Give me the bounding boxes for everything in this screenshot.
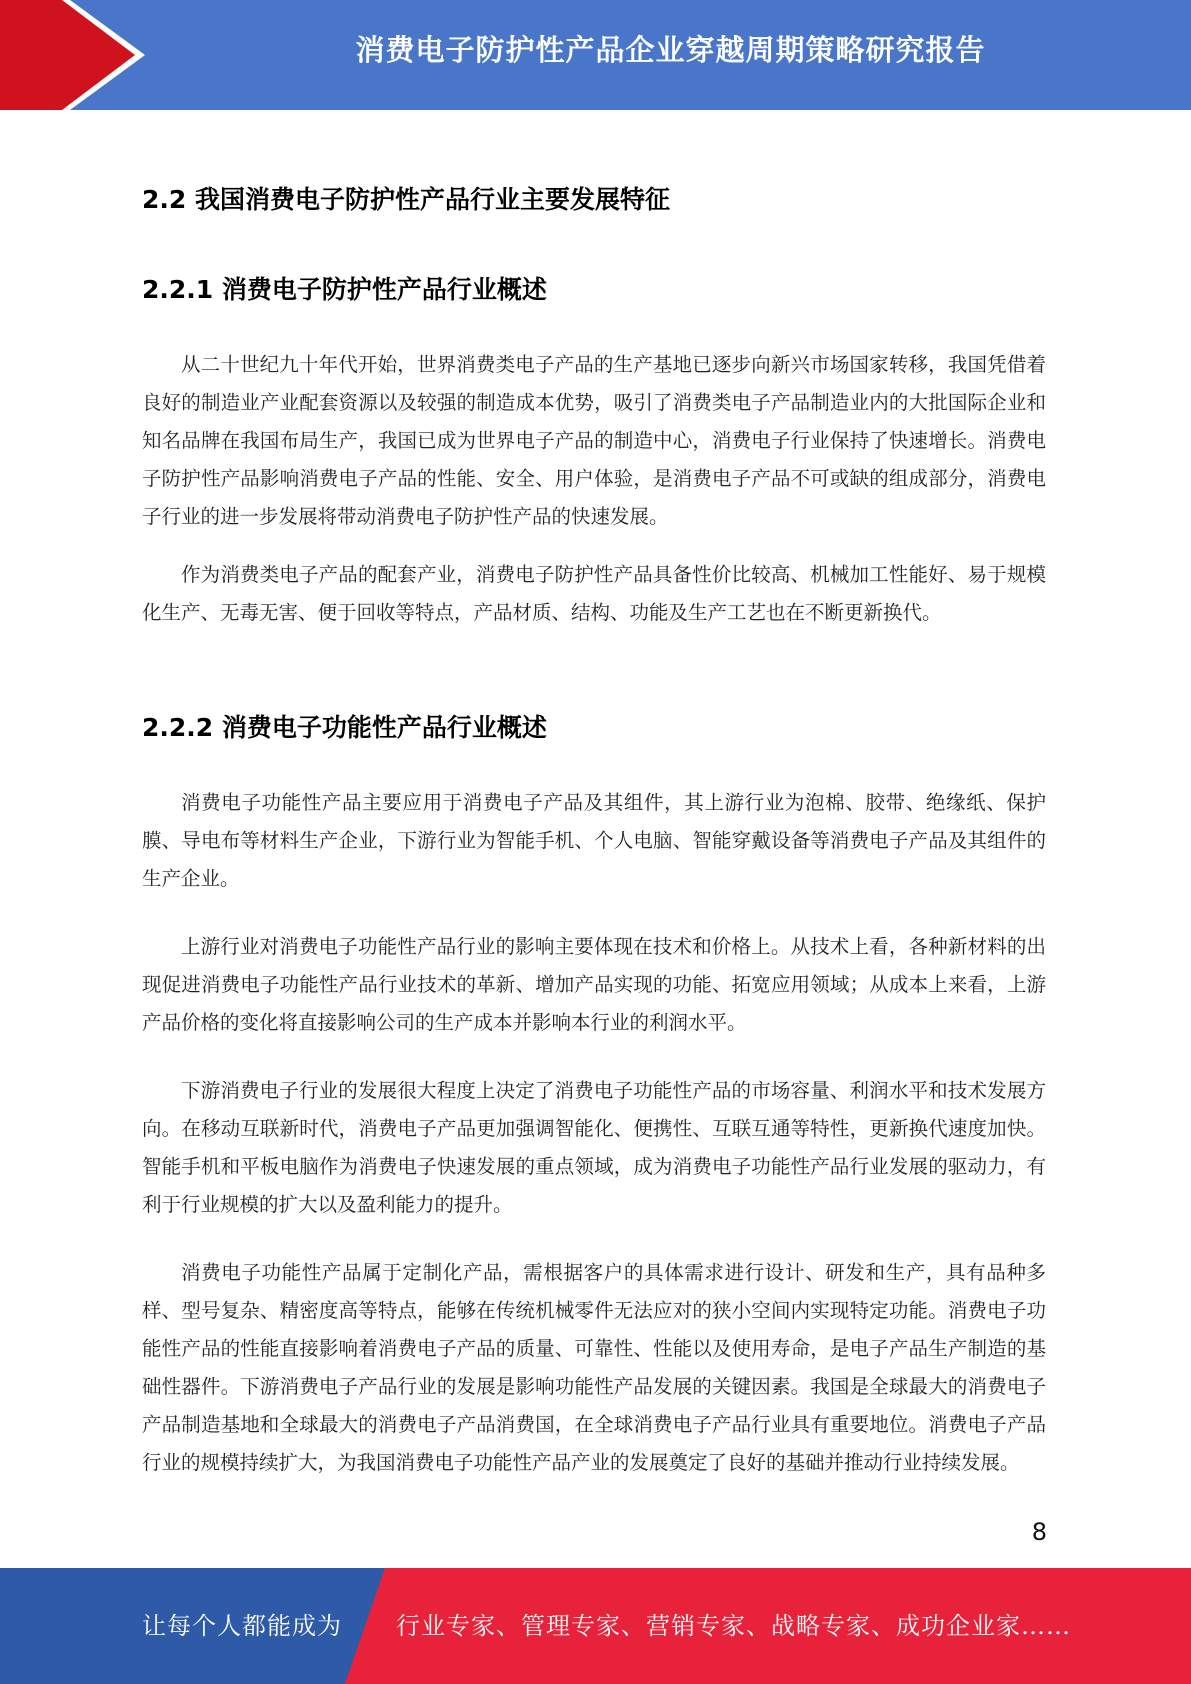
section-heading-2-2-2: 2.2.2 消费电子功能性产品行业概述: [142, 713, 547, 742]
section-heading-2-2: 2.2 我国消费电子防护性产品行业主要发展特征: [142, 185, 670, 214]
footer-slogan-left: 让每个人都能成为: [142, 1612, 342, 1640]
page-number: 8: [1031, 1518, 1047, 1546]
paragraph: 下游消费电子行业的发展很大程度上决定了消费电子功能性产品的市场容量、利润水平和技术发展方向。在移动互联新时代，消费电子产品更加强调智能化、便携性、互联互通等特性，更新换代速度加快。智能手机和平板电脑作为消费电子快速发展的重点领域，成为消费电子功能性产品行业发展的驱动力，有利于行业规模的扩大以及盈利能力的提升。: [142, 1079, 1046, 1216]
footer-banner: [0, 1568, 1191, 1684]
paragraph: 从二十世纪九十年代开始，世界消费类电子产品的生产基地已逐步向新兴市场国家转移，我国凭借着良好的制造业产业配套资源以及较强的制造成本优势，吸引了消费类电子产品制造业内的大批国际企业和知名品牌在我国布局生产，我国已成为世界电子产品的制造中心，消费电子行业保持了快速增长。消费电子防护性产品影响消费电子产品的性能、安全、用户体验，是消费电子产品不可或缺的组成部分，消费电子行业的进一步发展将带动消费电子防护性产品的快速发展。: [142, 353, 1046, 528]
footer-slogan-right: 行业专家、管理专家、营销专家、战略专家、成功企业家……: [396, 1612, 1071, 1640]
paragraph: 上游行业对消费电子功能性产品行业的影响主要体现在技术和价格上。从技术上看，各种新材料的出现促进消费电子功能性产品行业技术的革新、增加产品实现的功能、拓宽应用领域；从成本上来看，上游产品价格的变化将直接影响公司的生产成本并影响本行业的利润水平。: [142, 935, 1046, 1034]
section-heading-2-2-1: 2.2.1 消费电子防护性产品行业概述: [142, 275, 547, 304]
report-title: 消费电子防护性产品企业穿越周期策略研究报告: [355, 33, 986, 67]
paragraph: 消费电子功能性产品属于定制化产品，需根据客户的具体需求进行设计、研发和生产，具有品种多样、型号复杂、精密度高等特点，能够在传统机械零件无法应对的狭小空间内实现特定功能。消费电子功能性产品的性能直接影响着消费电子产品的质量、可靠性、性能以及使用寿命，是电子产品生产制造的基础性器件。下游消费电子产品行业的发展是影响功能性产品发展的关键因素。我国是全球最大的消费电子产品制造基地和全球最大的消费电子产品消费国，在全球消费电子产品行业具有重要地位。消费电子产品行业的规模持续扩大，为我国消费电子功能性产品产业的发展奠定了良好的基础并推动行业持续发展。: [142, 1261, 1046, 1474]
header-chevron-decoration: [0, 0, 160, 110]
paragraph: 消费电子功能性产品主要应用于消费电子产品及其组件，其上游行业为泡棉、胶带、绝缘纸、保护膜、导电布等材料生产企业，下游行业为智能手机、个人电脑、智能穿戴设备等消费电子产品及其组件的生产企业。: [142, 791, 1046, 890]
paragraph: 作为消费类电子产品的配套产业，消费电子防护性产品具备性价比较高、机械加工性能好、易于规模化生产、无毒无害、便于回收等特点，产品材质、结构、功能及生产工艺也在不断更新换代。: [142, 563, 1046, 624]
header-banner: [0, 0, 1191, 110]
